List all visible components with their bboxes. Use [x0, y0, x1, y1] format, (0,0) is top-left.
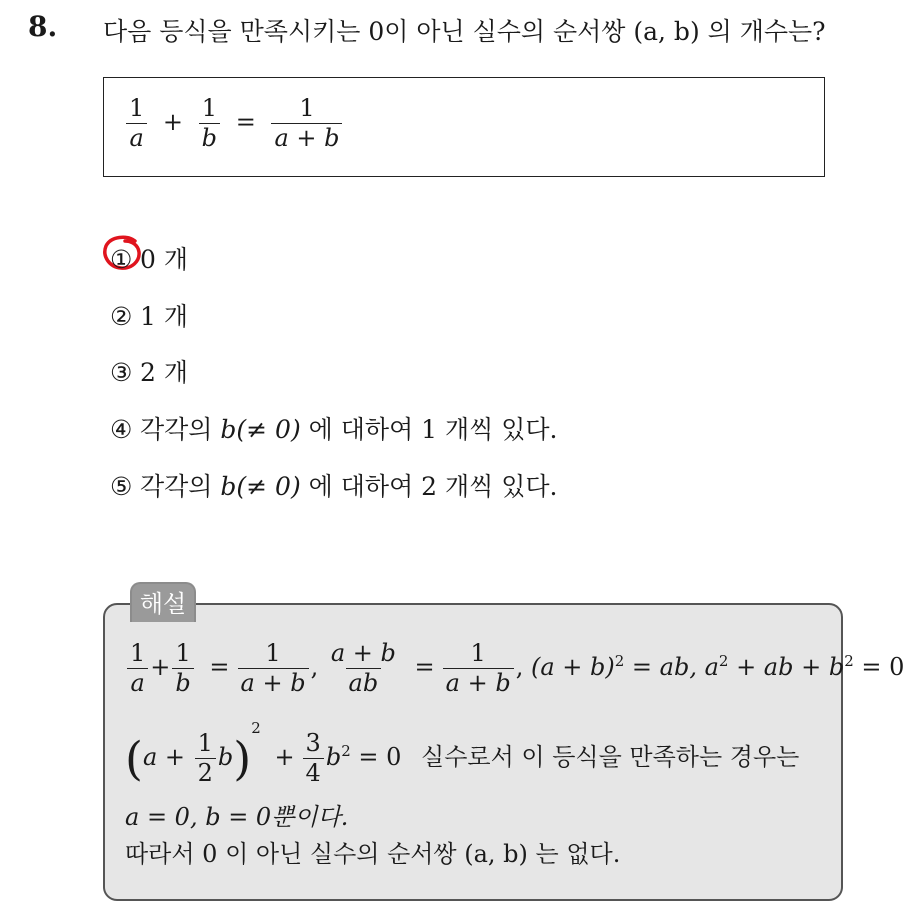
fraction-denominator: 4	[303, 758, 324, 786]
fraction	[443, 641, 514, 696]
fraction	[303, 728, 324, 787]
solution-box	[103, 603, 904, 901]
expression: a +	[142, 743, 193, 771]
choice-text: 0 개	[140, 245, 189, 274]
fraction	[195, 728, 216, 787]
given-equation	[124, 96, 344, 151]
choice-marker: ③	[110, 358, 133, 387]
fraction-numerator: 3	[305, 728, 321, 757]
fraction-numerator: 1	[299, 94, 315, 122]
choice-marker: ①	[110, 245, 133, 274]
choice-math: b(≠ 0)	[220, 415, 301, 444]
choice-math: b(≠ 0)	[220, 472, 301, 501]
exponent: 2	[251, 719, 261, 737]
solution-line-2	[125, 719, 799, 786]
solution-line-4: 따라서 0 이 아닌 실수의 순서쌍 (a, b) 는 없다.	[125, 840, 621, 868]
choice-marker: ④	[110, 415, 133, 444]
choice-text: 에 대하여 2 개씩 있다.	[300, 472, 558, 501]
expression: b	[325, 743, 342, 771]
fraction-numerator: 1	[175, 639, 191, 667]
fraction	[127, 641, 148, 696]
expression: = ab, a	[624, 653, 719, 682]
fraction-numerator: 1	[129, 94, 145, 122]
expression: = 0	[350, 743, 402, 771]
choice-marker: ⑤	[110, 472, 133, 501]
solution-line-3: a = 0, b = 0뿐이다.	[125, 803, 349, 831]
expression: = 0	[853, 653, 904, 682]
fraction-1-over-b	[199, 96, 220, 151]
fraction-denominator: a + b	[443, 668, 514, 696]
fraction-numerator: 1	[265, 639, 281, 667]
fraction-denominator: 2	[195, 758, 216, 786]
exponent: 2	[718, 652, 729, 671]
fraction-numerator: 1	[201, 94, 217, 122]
choice-text: 각각의	[140, 472, 221, 501]
fraction-denominator: a	[127, 668, 147, 696]
fraction-denominator: a	[126, 123, 146, 151]
open-paren: (	[125, 731, 143, 786]
close-paren: )	[233, 731, 252, 786]
solution-line-1	[125, 641, 904, 696]
exponent: 2	[844, 652, 854, 671]
fraction-numerator: a + b	[330, 639, 396, 667]
solution-text: 실수로서 이 등식을 만족하는 경우는	[421, 743, 800, 771]
question-text: 다음 등식을 만족시키는 0이 아닌 실수의 순서쌍 (a, b) 의 개수는?	[103, 17, 826, 46]
solution-tab-label: 해설	[130, 582, 196, 622]
fraction-numerator: 1	[470, 639, 486, 667]
choice-2[interactable]	[110, 297, 188, 333]
choice-text: 각각의	[140, 415, 221, 444]
expression: b	[217, 743, 234, 771]
comma: ,	[515, 653, 524, 682]
exponent: 2	[614, 652, 625, 671]
choice-5[interactable]	[110, 467, 558, 503]
fraction-denominator: b	[172, 668, 193, 696]
fraction-denominator: a + b	[271, 123, 342, 151]
choice-marker: ②	[110, 302, 133, 331]
equals-sign: =	[209, 653, 230, 682]
choice-3[interactable]	[110, 353, 188, 389]
question-number: 8.	[28, 10, 58, 43]
fraction-1-over-a	[126, 96, 147, 151]
fraction-numerator: 1	[197, 728, 213, 757]
fraction-1-over-a-plus-b	[271, 96, 342, 151]
fraction-denominator: ab	[346, 668, 382, 696]
choice-1[interactable]	[110, 240, 188, 276]
exponent: 2	[341, 742, 351, 760]
fraction-numerator: 1	[130, 639, 146, 667]
plus-sign: +	[274, 743, 295, 771]
equals-sign: =	[235, 108, 256, 137]
plus-sign: +	[162, 108, 184, 137]
choice-text: 2 개	[140, 358, 189, 387]
fraction	[238, 641, 309, 696]
expression: + ab + b	[728, 653, 845, 682]
fraction	[172, 641, 193, 696]
fraction-denominator: b	[199, 123, 220, 151]
fraction-denominator: a + b	[238, 668, 309, 696]
plus-sign: +	[150, 653, 171, 682]
fraction	[328, 641, 399, 696]
equals-sign: =	[414, 653, 435, 682]
expression: (a + b)	[530, 653, 615, 682]
choice-text: 에 대하여 1 개씩 있다.	[300, 415, 558, 444]
choice-4[interactable]	[110, 410, 558, 446]
comma: ,	[310, 653, 319, 682]
choice-text: 1 개	[140, 302, 189, 331]
equation-box	[103, 77, 825, 177]
